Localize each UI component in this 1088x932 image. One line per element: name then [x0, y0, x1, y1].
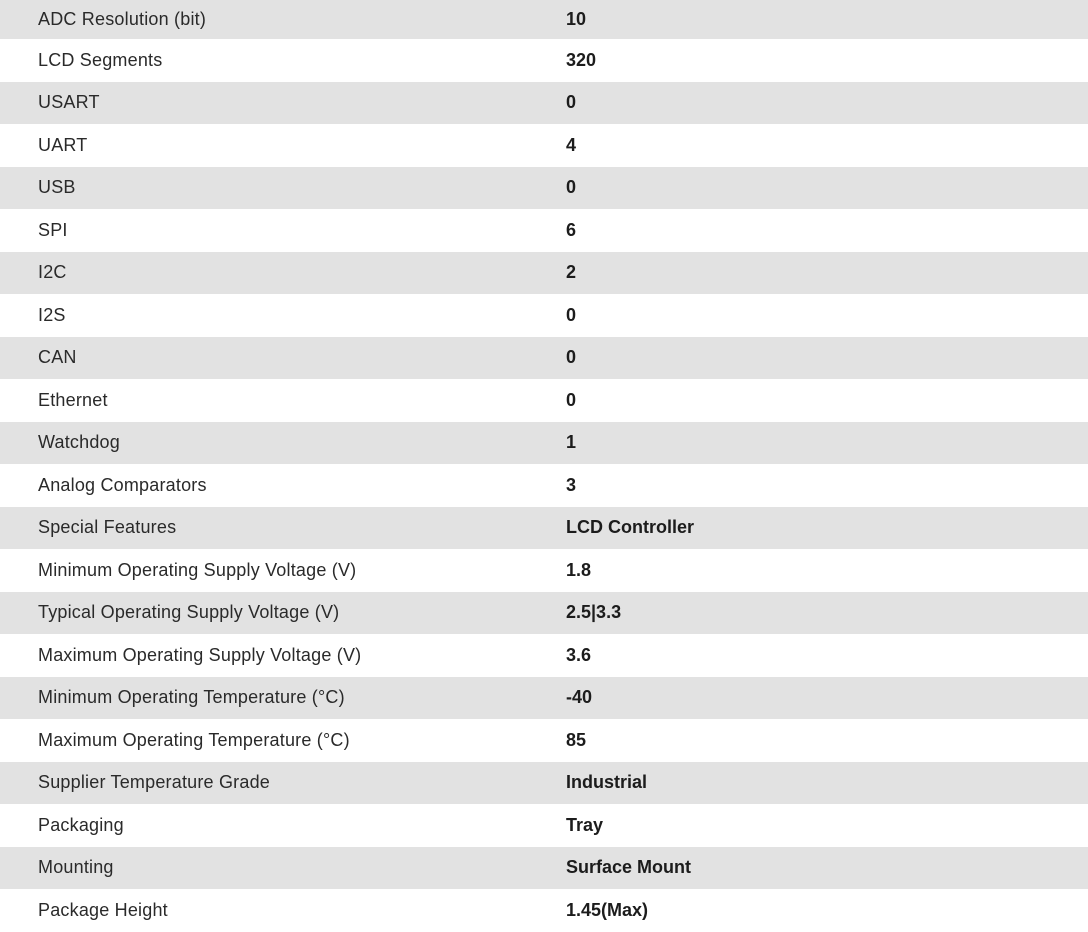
- spec-value: 10: [566, 0, 1088, 39]
- table-row: [0, 124, 1088, 167]
- spec-value: Industrial: [566, 762, 1088, 805]
- spec-label: CAN: [0, 337, 566, 380]
- table-row: [0, 634, 1088, 677]
- table-row: [0, 889, 1088, 932]
- spec-label: Analog Comparators: [0, 464, 566, 507]
- table-row: [0, 422, 1088, 465]
- table-row: [0, 82, 1088, 125]
- table-row: [0, 677, 1088, 720]
- spec-label: Ethernet: [0, 379, 566, 422]
- spec-label: SPI: [0, 209, 566, 252]
- table-row: [0, 464, 1088, 507]
- table-row: [0, 507, 1088, 550]
- spec-value: 1.45(Max): [566, 889, 1088, 932]
- spec-value: 1: [566, 422, 1088, 465]
- spec-label: Packaging: [0, 804, 566, 847]
- spec-value: 0: [566, 337, 1088, 380]
- spec-value: 0: [566, 82, 1088, 125]
- table-row: [0, 762, 1088, 805]
- spec-label: I2S: [0, 294, 566, 337]
- spec-value: Tray: [566, 804, 1088, 847]
- spec-value: 0: [566, 379, 1088, 422]
- spec-value: 1.8: [566, 549, 1088, 592]
- table-row: [0, 39, 1088, 82]
- spec-label: Watchdog: [0, 422, 566, 465]
- spec-value: LCD Controller: [566, 507, 1088, 550]
- spec-label: USART: [0, 82, 566, 125]
- spec-value: Surface Mount: [566, 847, 1088, 890]
- table-row: [0, 592, 1088, 635]
- table-row: [0, 0, 1088, 39]
- spec-label: I2C: [0, 252, 566, 295]
- table-row: [0, 379, 1088, 422]
- spec-label: Minimum Operating Temperature (°C): [0, 677, 566, 720]
- spec-value: 4: [566, 124, 1088, 167]
- spec-value: 2.5|3.3: [566, 592, 1088, 635]
- table-row: [0, 252, 1088, 295]
- spec-value: 85: [566, 719, 1088, 762]
- spec-label: Minimum Operating Supply Voltage (V): [0, 549, 566, 592]
- table-row: [0, 719, 1088, 762]
- spec-value: 320: [566, 39, 1088, 82]
- spec-label: Maximum Operating Temperature (°C): [0, 719, 566, 762]
- spec-value: 0: [566, 294, 1088, 337]
- table-row: [0, 549, 1088, 592]
- spec-label: USB: [0, 167, 566, 210]
- spec-value: -40: [566, 677, 1088, 720]
- table-row: [0, 167, 1088, 210]
- table-row: [0, 804, 1088, 847]
- spec-value: 3.6: [566, 634, 1088, 677]
- spec-label: Special Features: [0, 507, 566, 550]
- spec-value: 2: [566, 252, 1088, 295]
- table-row: [0, 337, 1088, 380]
- spec-label: Maximum Operating Supply Voltage (V): [0, 634, 566, 677]
- spec-label: UART: [0, 124, 566, 167]
- spec-label: ADC Resolution (bit): [0, 0, 566, 39]
- spec-label: Supplier Temperature Grade: [0, 762, 566, 805]
- spec-label: Package Height: [0, 889, 566, 932]
- spec-label: LCD Segments: [0, 39, 566, 82]
- spec-label: Mounting: [0, 847, 566, 890]
- spec-value: 0: [566, 167, 1088, 210]
- table-row: [0, 294, 1088, 337]
- spec-label: Typical Operating Supply Voltage (V): [0, 592, 566, 635]
- spec-value: 3: [566, 464, 1088, 507]
- spec-value: 6: [566, 209, 1088, 252]
- table-row: [0, 209, 1088, 252]
- table-row: [0, 847, 1088, 890]
